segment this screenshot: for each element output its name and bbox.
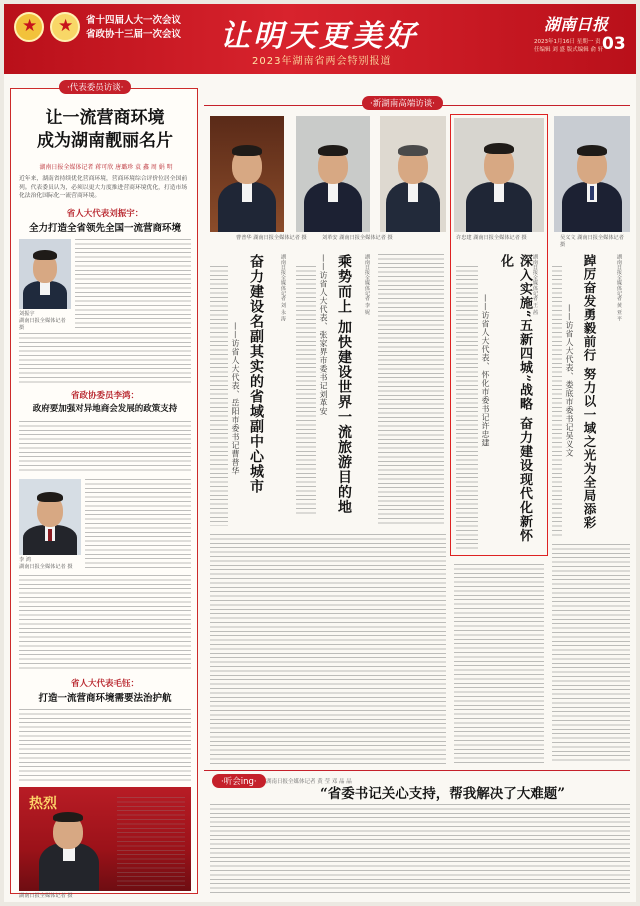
photo-extra-portrait [380, 116, 446, 232]
articles-lower-body-c [552, 544, 630, 764]
issue-info: 2023年1月16日 星期一 责任编辑 刘 盛 版式编辑 俞 轩 [534, 39, 604, 53]
articles-lower-body-a [210, 534, 446, 764]
articles-lower-body-b [454, 564, 544, 764]
person-shirt [328, 182, 338, 202]
article3-body-a [456, 266, 478, 550]
article1-headline: 奋力建设名副其实的省域副中心城市 [248, 254, 264, 494]
bottom-body [210, 804, 630, 896]
section1-label: 省人大代表刘振宇： [66, 209, 144, 219]
section2-caption [19, 557, 81, 571]
section1-body-b [19, 333, 191, 385]
left-lede: 近年来，湖南省持续优化营商环境，营商环境综合评价位居全国前列。代表委员认为，必须以更大力度推进营商环境优化，打造市场化法治化国际化一流营商环境。 [19, 176, 188, 199]
listen-tag: ·听会ing· [212, 774, 266, 788]
section1-caption-credit: 湖南日报全媒体记者 摄 [19, 318, 66, 331]
article4-byline: 湖南日报全媒体记者 黄 亚 平 [616, 254, 622, 322]
page-number: 03 [602, 34, 626, 54]
bottom-byline: 湖南日报全媒体记者 黄 莹 邓 晶 晶 [266, 779, 352, 785]
page-subtitle: 2023年湖南省两会特别报道 [252, 56, 392, 67]
section2-body-a [19, 421, 191, 473]
photo-cao-puhua [210, 116, 284, 232]
newspaper-page [4, 4, 636, 902]
article1-byline: 湖南日报全媒体记者 刘 永 涛 [280, 254, 286, 322]
person-shirt [242, 182, 252, 202]
article3-caption: 许忠建 湖南日报全媒体记者 摄 [456, 235, 527, 241]
photo-mao-yu [19, 787, 191, 891]
section2-label: 省政协委员李鸿： [70, 391, 139, 401]
article3-byline: 湖南日报全媒体记者 王 茜 [532, 254, 538, 315]
person-hair [398, 145, 428, 156]
article1-caption: 曹普华 湖南日报全媒体记者 摄 [236, 235, 307, 241]
section1-caption [19, 311, 71, 332]
article2-body-b [378, 254, 444, 524]
left-headline-line-1: 让一流营商环境 [45, 108, 165, 128]
photo-liu-zhenyu [19, 239, 71, 309]
masthead [4, 4, 636, 74]
person-hair [33, 250, 57, 260]
article2-caption: 刘革安 湖南日报全媒体记者 摄 [322, 235, 393, 241]
photo-wu-yiwen [554, 116, 630, 232]
section1-body-a [75, 239, 191, 329]
article2-headline: 乘势而上 加快建设世界一流旅游目的地 [336, 254, 352, 515]
article4-headline: 踔厉奋发勇毅前行 努力以一域之光为全局添彩 [582, 254, 597, 530]
article2-byline: 湖南日报全媒体记者 李 妮 [364, 254, 370, 315]
section3-label: 省人大代表毛钰： [70, 679, 139, 689]
section3-body-inset [117, 797, 185, 887]
article3-subhead: ——访省人大代表、怀化市委书记许忠建 [481, 294, 490, 447]
article4-subhead: ——访省人大代表、娄底市委书记吴义文 [565, 304, 574, 457]
person-hair [577, 145, 607, 156]
photo-li-hong [19, 479, 81, 555]
section2-caption-name: 李 鸿 [19, 557, 32, 563]
session-line-1: 省十四届人大一次会议 [86, 15, 182, 26]
photo-liu-gean [296, 116, 370, 232]
section2-body-b [85, 479, 191, 571]
left-byline: 湖南日报全媒体记者 蒋可欣 唐璐珍 袁 鑫 周 娟 明 [39, 164, 173, 171]
session-lines [86, 14, 181, 42]
national-emblem-icon [14, 12, 44, 42]
article1-subhead: ——访省人大代表、岳阳市委书记曹普华 [231, 322, 240, 475]
person-hair [232, 145, 262, 156]
session-line-2: 省政协十三届一次会议 [86, 29, 182, 40]
article2-body-a [296, 266, 316, 516]
article2-subhead: ——访省人大代表、张家界市委书记刘革安 [319, 254, 328, 416]
person-hair [53, 812, 83, 822]
left-column-article [10, 83, 198, 899]
newspaper-brand: 湖南日报 [544, 15, 609, 34]
cppcc-emblem-icon [50, 12, 80, 42]
section1-head: 全力打造全省领先全国一流营商环境 [28, 223, 181, 234]
person-shirt [40, 281, 50, 295]
left-headline-line-2: 成为湖南靓丽名片 [37, 131, 173, 151]
article3-headline: 深入实施“五新四城”战略 奋力建设现代化新怀化 [498, 254, 532, 543]
high-end-interview-tag: ·新湖南高端访谈· [362, 96, 443, 110]
article4-caption: 吴义文 湖南日报全媒体记者 摄 [560, 235, 624, 248]
section2-body-c [19, 575, 191, 671]
interview-tag: ·代表委员访谈· [59, 80, 131, 94]
left-headline [17, 107, 193, 153]
article1-body-a [210, 266, 228, 526]
person-hair [37, 492, 63, 502]
bottom-divider [204, 770, 630, 771]
person-tie [590, 186, 594, 200]
bottom-headline: “省委书记关心支持，帮我解决了大难题” [320, 786, 566, 802]
section3-head: 打造一流营商环境需要法治护航 [38, 693, 172, 704]
section2-caption-credit: 湖南日报全媒体记者 摄 [19, 564, 73, 570]
photo-backdrop-text: 热烈 [29, 796, 57, 812]
section3-body-a [19, 709, 191, 781]
person-hair [318, 145, 348, 156]
page-title: 让明天更美好 [220, 19, 418, 54]
person-tie [48, 529, 52, 541]
person-shirt [408, 182, 418, 202]
section3-caption: 湖南日报全媒体记者 摄 [19, 893, 73, 899]
section1-caption-name: 刘振宇 [19, 311, 35, 317]
section2-head: 政府要加强对异地商会发展的政策支持 [32, 404, 178, 414]
article4-body-a [552, 266, 562, 536]
